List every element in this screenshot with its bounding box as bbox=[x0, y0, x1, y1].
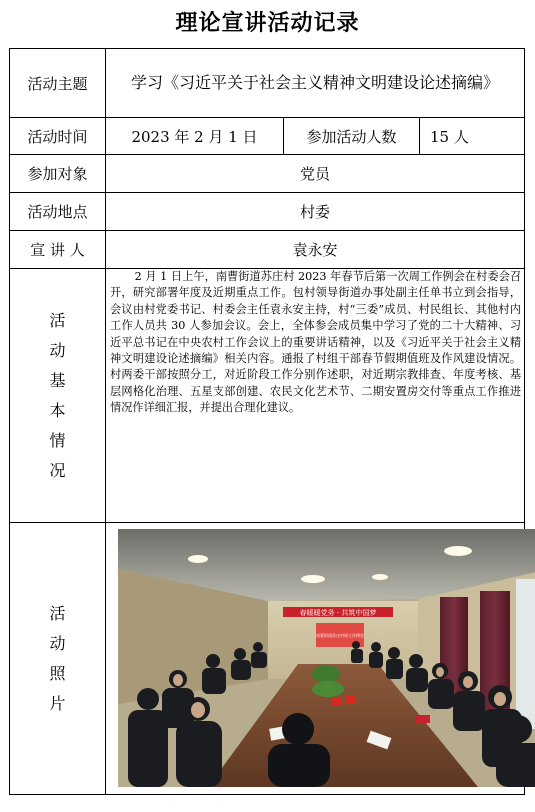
basic-label-char: 本 bbox=[49, 400, 66, 420]
speaker-value: 袁永安 bbox=[106, 231, 525, 269]
photo-label bbox=[10, 523, 106, 795]
basic-label-char: 情 bbox=[49, 430, 66, 450]
photo-label-char: 动 bbox=[49, 633, 66, 653]
ceiling-light bbox=[372, 574, 388, 580]
topic-value: 学习《习近平关于社会主义精神文明建设论述摘编》 bbox=[106, 49, 525, 118]
photo-cell bbox=[106, 523, 525, 795]
flower-arrangement bbox=[312, 665, 340, 683]
flag bbox=[332, 697, 342, 705]
basic-label-char: 活 bbox=[49, 310, 66, 330]
ceiling-light bbox=[301, 575, 325, 583]
topic-label: 活动主题 bbox=[10, 49, 106, 118]
place-value: 村委 bbox=[106, 193, 525, 231]
place-label: 活动地点 bbox=[10, 193, 106, 231]
audience-value: 党员 bbox=[106, 155, 525, 193]
photo-label-char: 活 bbox=[49, 603, 66, 623]
banner-text: 春暖暖党务 · 共筑中国梦 bbox=[299, 609, 377, 617]
flag bbox=[346, 695, 356, 703]
basic-label-char: 基 bbox=[49, 370, 66, 390]
basic-info-text: 2 月 1 日上午，南曹街道苏庄村 2023 年春节后第一次周工作例会在村委会召开，研究部署年度及近期重点工作。包村领导街道办事处副主任单书立到会指导，会议由村党委书记、村委会主任袁永安主持，村“三委”成员、村民组长、其他村内工作人员共 30 人参加会议。会上，全体参会成员集中学习了党的二十大精神、习近平总书记在中央农村工作会议上的重要讲话精神，以及《习近平关于社会主义精神文明建设论述摘编》相关内容。通报了村组干部春节假期值班及作风建设情况。村两委干部按照分工，对近阶段工作分别作述职，对近期宗教排查、年度考核、基层网格化治理、五星支部创建、农民文化艺术节、二期安置房交付等重点工作推进情况作详细汇报，并提出合理化建议。 bbox=[106, 269, 525, 523]
photo-label-char: 照 bbox=[49, 663, 66, 683]
screen-text: 南曹街道苏庄村周工作例会 bbox=[316, 633, 364, 638]
basic-label-char: 动 bbox=[49, 340, 66, 360]
record-table bbox=[9, 48, 525, 795]
photo-label-char: 片 bbox=[49, 693, 66, 713]
time-value: 2023 年 2 月 1 日 bbox=[106, 118, 284, 155]
meeting-photo bbox=[118, 529, 535, 787]
time-label: 活动时间 bbox=[10, 118, 106, 155]
participant-count-value: 15 人 bbox=[420, 118, 525, 155]
window bbox=[516, 579, 535, 729]
basic-info-label bbox=[10, 269, 106, 523]
red-folder bbox=[416, 715, 430, 723]
ceiling-light bbox=[188, 555, 208, 563]
basic-label-char: 况 bbox=[49, 460, 66, 480]
speaker-label: 宣 讲 人 bbox=[10, 231, 106, 269]
audience-label: 参加对象 bbox=[10, 155, 106, 193]
ceiling-light bbox=[444, 546, 472, 556]
document-title: 理论宣讲活动记录 bbox=[175, 10, 360, 36]
participant-count-label: 参加活动人数 bbox=[284, 118, 420, 155]
flower-arrangement bbox=[312, 681, 344, 697]
